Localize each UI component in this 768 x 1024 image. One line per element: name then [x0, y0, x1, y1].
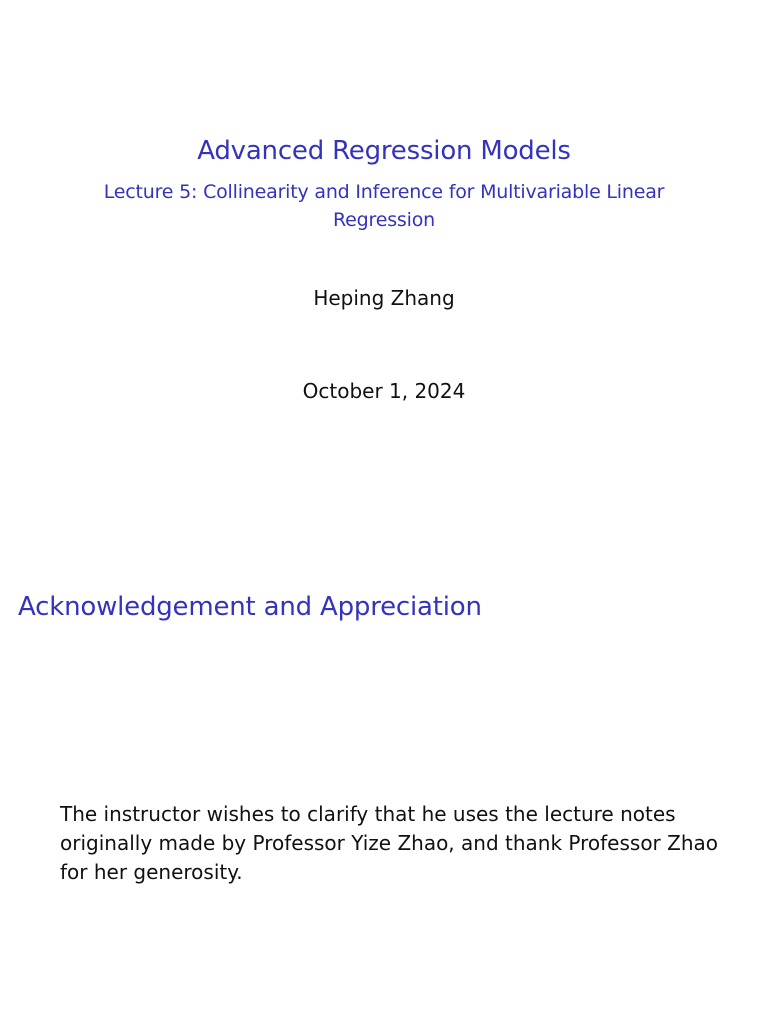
- lecture-date: October 1, 2024: [302, 379, 466, 403]
- acknowledgement-heading: Acknowledgement and Appreciation: [18, 592, 482, 622]
- slide-subtitle: Lecture 5: Collinearity and Inference for Multivariable Linear Regression: [103, 181, 665, 231]
- author-name: Heping Zhang: [313, 286, 455, 310]
- slide-title: Advanced Regression Models: [197, 136, 571, 166]
- acknowledgement-slide: [0, 560, 768, 1024]
- acknowledgement-text: The instructor wishes to clarify that he uses the lecture notes originally made by Professor Yize Zhao, and thank Professor Zhao for her generosity.: [60, 802, 718, 884]
